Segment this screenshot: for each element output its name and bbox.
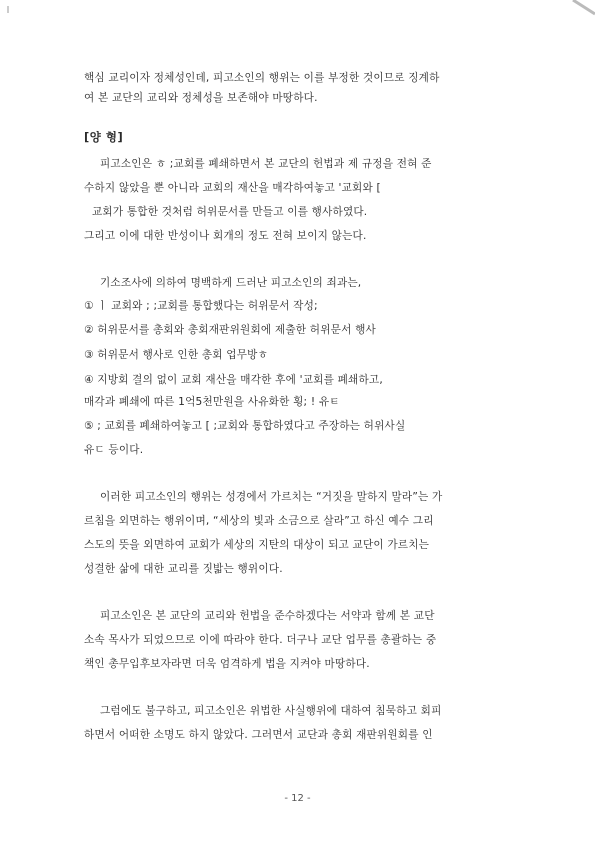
body-text-line: 수하지 않았을 뿐 아니라 교회의 재산을 매각하여놓고 '교회와 [ — [84, 182, 381, 194]
body-text-line: 스도의 뜻을 외면하여 교회가 세상의 지탄의 대상이 되고 교단이 가르치는 — [84, 539, 430, 551]
list-item: ③ 허위문서 행사로 인한 총회 업무방ㅎ — [84, 349, 269, 361]
page-number: - 12 - — [284, 793, 311, 804]
body-text-line: 르침을 외면하는 행위이며, “세상의 빛과 소금으로 살라”고 하신 예수 그리 — [84, 515, 434, 527]
body-text-line: 이러한 피고소인의 행위는 성경에서 가르치는 “거짓을 말하지 말라”는 가 — [100, 491, 443, 503]
list-item: ① ㅣ 교회와 ; ;교회를 통합했다는 허위문서 작성; — [84, 300, 318, 312]
list-item: ⑤ ; 교회를 폐쇄하여놓고 [ ;교회와 통합하였다고 주장하는 허위사실 — [84, 420, 406, 432]
list-item: ④ 지방회 결의 없이 교회 재산을 매각한 후에 '교회를 폐쇄하고, — [84, 374, 383, 386]
list-item: ② 허위문서를 총회와 총회재판위원회에 제출한 허위문서 행사 — [84, 324, 376, 336]
body-text-line: 기소조사에 의하여 명백하게 드러난 피고소인의 죄과는, — [100, 277, 362, 289]
scan-corner-mark — [4, 4, 18, 18]
body-text-line: 핵심 교리이자 정체성인데, 피고소인의 행위는 이를 부정한 것이므로 징계하 — [84, 72, 440, 84]
body-text-line: 하면서 어떠한 소명도 하지 않았다. 그러면서 교단과 총회 재판위원회를 인 — [84, 729, 433, 741]
body-text-line: 책인 총무입후보자라면 더욱 엄격하게 법을 지켜야 마땅하다. — [84, 658, 370, 670]
list-item-continuation: 매각과 폐쇄에 따른 1억5천만원을 사유화한 횡; ! 유ㅌ — [84, 396, 340, 408]
scan-corner-shadow — [565, 0, 595, 20]
body-text-line: 여 본 교단의 교리와 정체성을 보존해야 마땅하다. — [84, 92, 318, 104]
list-item-continuation: 유ㄷ 등이다. — [84, 444, 144, 456]
body-text-line: 소속 목사가 되었으므로 이에 따라야 한다. 더구나 교단 업무를 총괄하는 중 — [84, 634, 437, 646]
body-text-line: 그럼에도 불구하고, 피고소인은 위법한 사실행위에 대하여 침묵하고 회피 — [100, 705, 442, 717]
section-heading: [양 형] — [84, 130, 124, 144]
body-text-line: 피고소인은 본 교단의 교리와 헌법을 준수하겠다는 서약과 함께 본 교단 — [100, 610, 435, 622]
body-text-line: 그리고 이에 대한 반성이나 회개의 정도 전혀 보이지 않는다. — [84, 230, 367, 242]
body-text-line: 피고소인은 ㅎ ;교회를 폐쇄하면서 본 교단의 헌법과 제 규정을 전혀 준 — [100, 158, 432, 170]
body-text-line: 성결한 삶에 대한 교리를 짓밟는 행위이다. — [84, 563, 283, 575]
body-text-line: 교회가 통합한 것처럼 허위문서를 만들고 이를 행사하였다. — [92, 206, 368, 218]
